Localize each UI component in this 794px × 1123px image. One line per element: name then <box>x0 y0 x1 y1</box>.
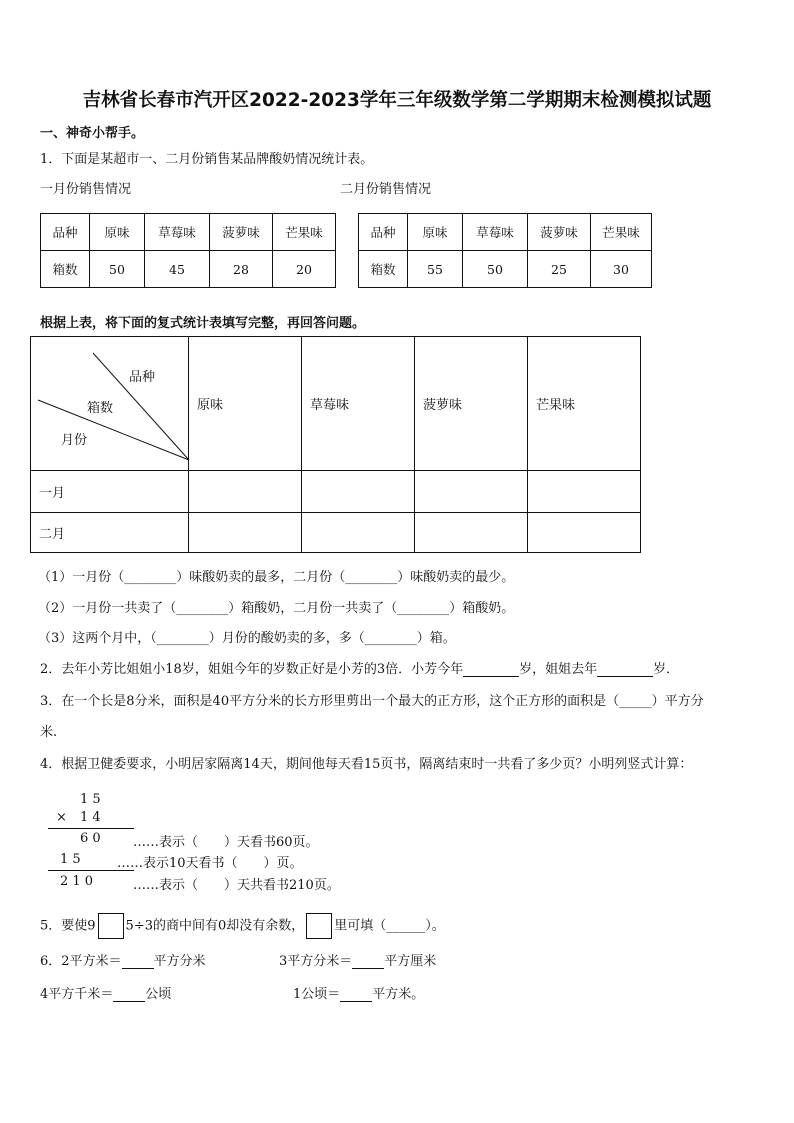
mult-partial-2: 1 5 <box>60 852 81 867</box>
q6-item-b <box>279 950 436 969</box>
q1-sub3: （3）这两个月中，（________）月份的酸奶卖的多，多（________）箱。 <box>38 631 456 646</box>
diagonal-lines <box>31 337 196 471</box>
mult-note-2: ……表示10天看书（ ）页。 <box>117 856 303 871</box>
q2-blank-1[interactable] <box>463 662 519 677</box>
q6-b-label: 3平方分米＝ <box>279 954 353 969</box>
q6-c-label: 4平方千米＝ <box>40 987 114 1002</box>
q6-b-blank[interactable] <box>352 954 384 969</box>
diag-label-kind: 品种 <box>129 370 156 385</box>
q1-sub2: （2）一月份一共卖了（________）箱酸奶，二月份一共卖了（________）箱酸奶。 <box>38 601 515 616</box>
mult-rule-1 <box>48 828 134 829</box>
answer-cell[interactable] <box>528 471 641 513</box>
table-header-cell: 芒果味 <box>591 214 652 251</box>
q3-line1: 3．在一个长是8分米，面积是40平方分米的长方形里剪出一个最大的正方形，这个正方形的面积是（_____）平方分 <box>40 694 704 709</box>
mult-note-1: ……表示（ ）天看书60页。 <box>133 835 319 850</box>
table-header-cell: 原味 <box>90 214 145 251</box>
jan-caption: 一月份销售情况 <box>40 182 132 197</box>
q2-part-b: 岁，姐姐去年 <box>519 662 598 677</box>
answer-cell[interactable] <box>528 513 641 553</box>
q1-sub1: （1）一月份（________）味酸奶卖的最多，二月份（________）味酸奶卖的最少。 <box>38 570 515 585</box>
mult-row-1: 1 5 <box>80 792 101 807</box>
q3-line2: 米. <box>40 725 58 740</box>
column-header: 原味 <box>189 337 302 471</box>
q2-blank-2[interactable] <box>597 662 653 677</box>
compound-table <box>30 336 641 553</box>
q6-item-d <box>293 983 424 1002</box>
row-label-feb: 二月 <box>31 513 189 553</box>
mult-partial-1: 6 0 <box>80 831 101 846</box>
q6-d-blank[interactable] <box>340 987 372 1002</box>
table-cell: 50 <box>90 251 145 288</box>
q6-a-label: 6．2平方米＝ <box>40 954 122 969</box>
answer-cell[interactable] <box>302 471 415 513</box>
table-header-cell: 芒果味 <box>273 214 336 251</box>
table-cell: 20 <box>273 251 336 288</box>
table-row-label: 箱数 <box>359 251 408 288</box>
table-cell: 30 <box>591 251 652 288</box>
q6-d-label: 1公顷＝ <box>293 987 341 1002</box>
q5-part-a: 5．要使9 <box>40 918 96 934</box>
table-row-label: 箱数 <box>41 251 90 288</box>
section-heading: 一、神奇小帮手。 <box>40 126 145 141</box>
table-cell: 25 <box>528 251 591 288</box>
q2-part-c: 岁． <box>653 662 680 677</box>
diag-label-month: 月份 <box>61 433 88 448</box>
digit-box-2[interactable] <box>306 913 332 939</box>
diag-label-boxes: 箱数 <box>87 401 114 416</box>
answer-cell[interactable] <box>189 471 302 513</box>
mult-rule-2 <box>48 870 134 871</box>
table-cell: 50 <box>463 251 528 288</box>
mult-times-sign: × <box>56 810 67 825</box>
mult-note-3: ……表示（ ）天共看书210页。 <box>133 878 340 893</box>
q6-item-a <box>40 950 206 969</box>
page-title: 吉林省长春市汽开区2022-2023学年三年级数学第二学期期末检测模拟试题 <box>82 90 712 111</box>
table-header-cell: 原味 <box>408 214 463 251</box>
q1-instruction: 根据上表，将下面的复式统计表填写完整，再回答问题。 <box>40 316 366 331</box>
digit-box-1[interactable] <box>98 913 124 939</box>
answer-cell[interactable] <box>415 471 528 513</box>
table-header-cell: 草莓味 <box>463 214 528 251</box>
table-cell: 45 <box>145 251 210 288</box>
feb-caption: 二月份销售情况 <box>340 182 432 197</box>
answer-cell[interactable] <box>189 513 302 553</box>
q6-c-blank[interactable] <box>113 987 145 1002</box>
q6-item-c <box>40 983 171 1002</box>
q5-part-b: 5÷3的商中间有0却没有余数， <box>125 918 305 934</box>
row-label-jan: 一月 <box>31 471 189 513</box>
table-header-cell: 品种 <box>359 214 408 251</box>
column-header: 菠萝味 <box>415 337 528 471</box>
mult-result: 2 1 0 <box>60 874 94 889</box>
feb-sales-table <box>358 213 652 288</box>
answer-cell[interactable] <box>415 513 528 553</box>
q5-part-c: 里可填（______）。 <box>334 918 445 934</box>
table-header-cell: 菠萝味 <box>528 214 591 251</box>
q6-a-blank[interactable] <box>122 954 154 969</box>
q2-part-a: 2．去年小芳比姐姐小18岁，姐姐今年的岁数正好是小芳的3倍．小芳今年 <box>40 662 464 677</box>
q1-intro: 1．下面是某超市一、二月份销售某品牌酸奶情况统计表。 <box>40 152 374 167</box>
jan-sales-table <box>40 213 336 288</box>
table-header-cell: 品种 <box>41 214 90 251</box>
q2-text <box>40 658 679 677</box>
q6-b-unit: 平方厘米 <box>384 954 437 969</box>
column-header: 草莓味 <box>302 337 415 471</box>
table-cell: 28 <box>210 251 273 288</box>
q6-c-unit: 公顷 <box>145 987 172 1002</box>
q6-d-unit: 平方米。 <box>372 987 425 1002</box>
mult-row-2: 1 4 <box>80 810 101 825</box>
table-header-cell: 草莓味 <box>145 214 210 251</box>
table-cell: 55 <box>408 251 463 288</box>
q5-text <box>40 913 445 939</box>
answer-cell[interactable] <box>302 513 415 553</box>
q4-text: 4．根据卫健委要求，小明居家隔离14天，期间他每天看15页书，隔离结束时一共看了多少页？小明列竖式计算： <box>40 757 693 772</box>
q6-a-unit: 平方分米 <box>153 954 206 969</box>
table-header-cell: 菠萝味 <box>210 214 273 251</box>
column-header: 芒果味 <box>528 337 641 471</box>
diagonal-header-cell <box>31 337 189 471</box>
